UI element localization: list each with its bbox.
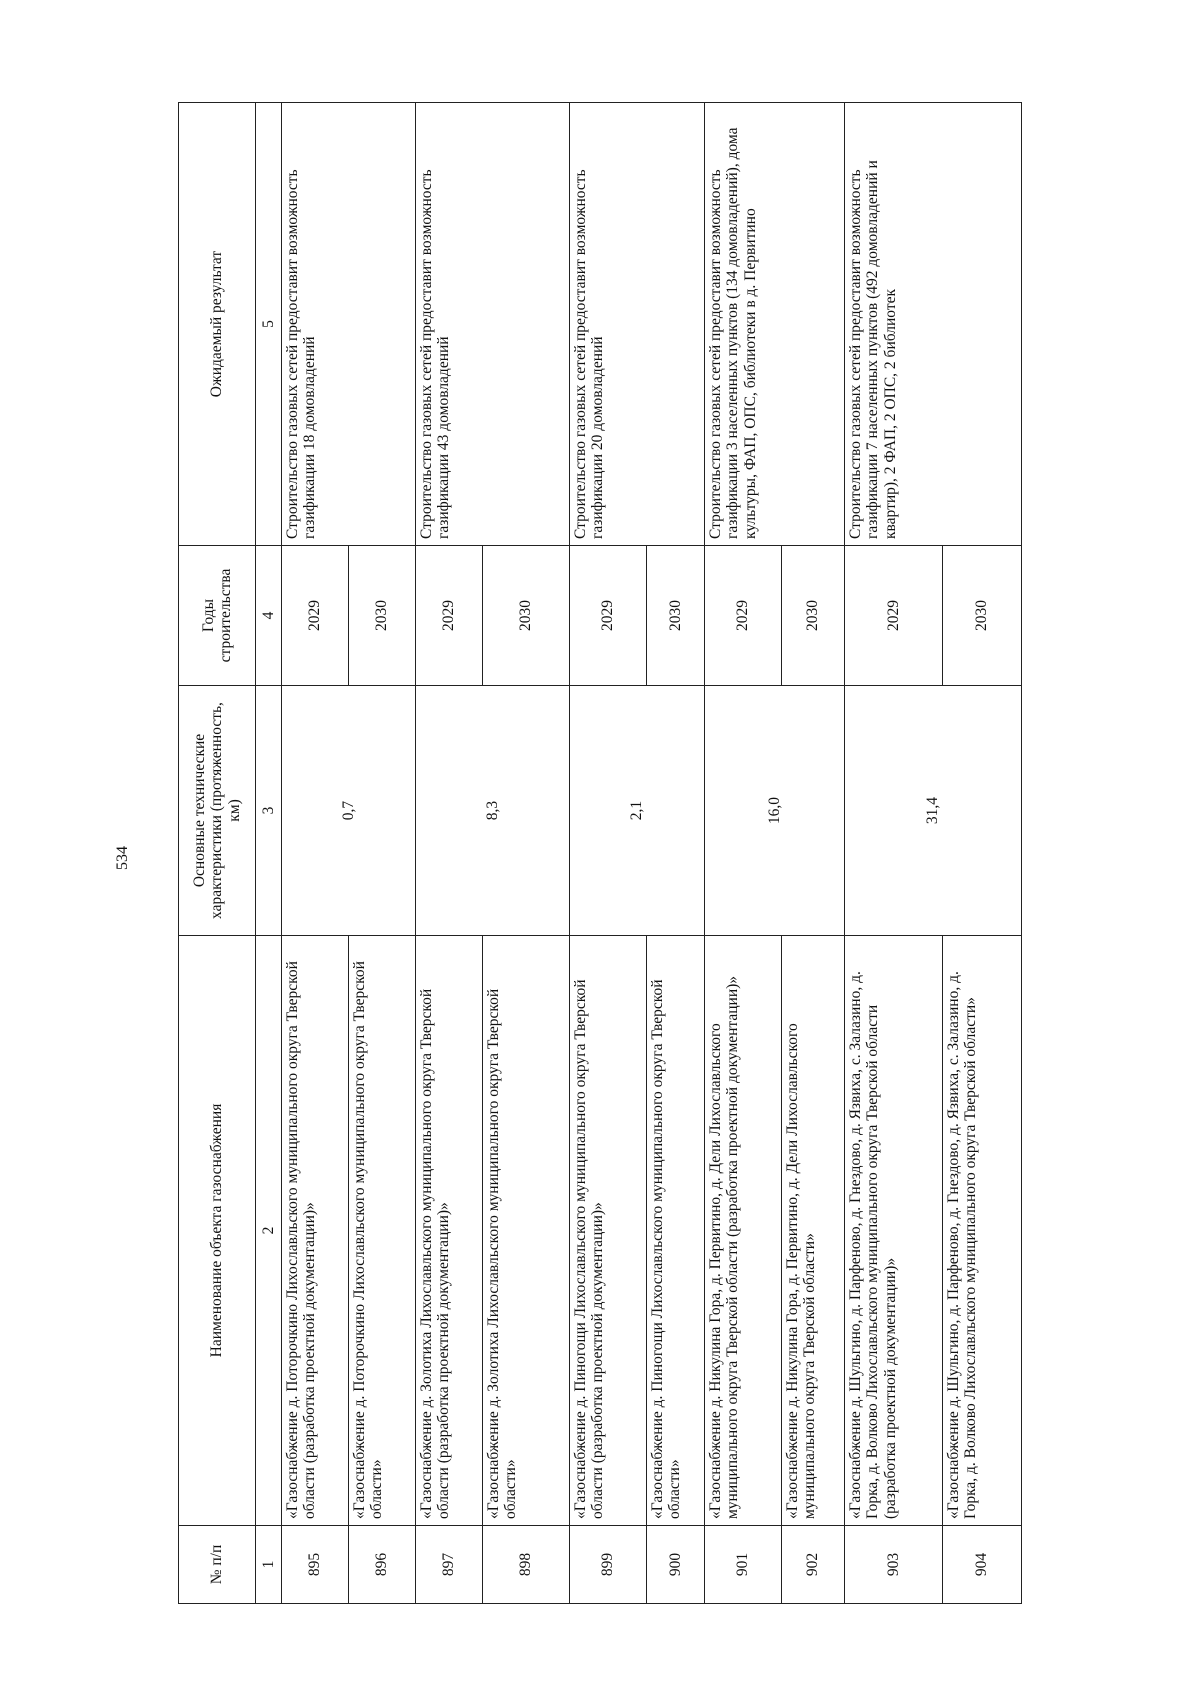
construction-year: 2029 bbox=[845, 546, 943, 686]
header-num: № п/п bbox=[179, 1526, 256, 1604]
object-name: «Газоснабжение д. Никулина Гора, д. Первитино, д. Дели Лихославльского муниципального округа Тверской области (разработка проектной документации)» bbox=[705, 936, 782, 1526]
object-name: «Газоснабжение д. Пиногощи Лихославльского муниципального округа Тверской области» bbox=[647, 936, 705, 1526]
length-value: 8,3 bbox=[416, 686, 570, 936]
column-number-row bbox=[256, 103, 282, 1604]
gas-supply-table bbox=[178, 102, 1022, 1604]
row-number: 904 bbox=[943, 1526, 1022, 1604]
object-name: «Газоснабжение д. Шульгино, д. Парфеново, д. Гнездово, д. Язвиха, с. Залазино, д. Горка, д. Волково Лихославльского муниципального округа Тверской области (разработка проектной документации)» bbox=[845, 936, 943, 1526]
length-value: 0,7 bbox=[282, 686, 416, 936]
length-value: 16,0 bbox=[705, 686, 845, 936]
object-name: «Газоснабжение д. Шульгино, д. Парфеново, д. Гнездово, д. Язвиха, с. Залазино, д. Горка, д. Волково Лихославльского муниципального округа Тверской области» bbox=[943, 936, 1022, 1526]
table-row bbox=[282, 103, 349, 1604]
header-row bbox=[179, 103, 256, 1604]
object-name: «Газоснабжение д. Пиногощи Лихославльского муниципального округа Тверской области (разработка проектной документации)» bbox=[570, 936, 647, 1526]
object-name: «Газоснабжение д. Золотиха Лихославльского муниципального округа Тверской области» bbox=[483, 936, 570, 1526]
construction-year: 2029 bbox=[416, 546, 483, 686]
column-number: 5 bbox=[256, 103, 282, 546]
construction-year: 2030 bbox=[943, 546, 1022, 686]
object-name: «Газоснабжение д. Поторочкино Лихославльского муниципального округа Тверской области» bbox=[349, 936, 416, 1526]
row-number: 899 bbox=[570, 1526, 647, 1604]
row-number: 897 bbox=[416, 1526, 483, 1604]
expected-result: Строительство газовых сетей предоставит возможность газификации 3 населенных пунктов (134 домовладений), дома культуры, ФАП, ОПС, библиотеки в д. Первитино bbox=[705, 103, 845, 546]
table-row bbox=[570, 103, 647, 1604]
object-name: «Газоснабжение д. Никулина Гора, д. Первитино, д. Дели Лихославльского муниципального округа Тверской области» bbox=[782, 936, 845, 1526]
construction-year: 2030 bbox=[483, 546, 570, 686]
length-value: 2,1 bbox=[570, 686, 705, 936]
header-result: Ожидаемый результат bbox=[179, 103, 256, 546]
construction-year: 2030 bbox=[647, 546, 705, 686]
expected-result: Строительство газовых сетей предоставит возможность газификации 18 домовладений bbox=[282, 103, 416, 546]
row-number: 898 bbox=[483, 1526, 570, 1604]
header-name: Наименование объекта газоснабжения bbox=[179, 936, 256, 1526]
row-number: 902 bbox=[782, 1526, 845, 1604]
column-number: 4 bbox=[256, 546, 282, 686]
column-number: 2 bbox=[256, 936, 282, 1526]
expected-result: Строительство газовых сетей предоставит возможность газификации 43 домовладений bbox=[416, 103, 570, 546]
length-value: 31,4 bbox=[845, 686, 1022, 936]
table-row bbox=[705, 103, 782, 1604]
column-number: 1 bbox=[256, 1526, 282, 1604]
construction-year: 2030 bbox=[782, 546, 845, 686]
expected-result: Строительство газовых сетей предоставит возможность газификации 7 населенных пунктов (492 домовладений и квартир), 2 ФАП, 2 ОПС, 2 библиотек bbox=[845, 103, 1022, 546]
construction-year: 2029 bbox=[705, 546, 782, 686]
expected-result: Строительство газовых сетей предоставит возможность газификации 20 домовладений bbox=[570, 103, 705, 546]
row-number: 901 bbox=[705, 1526, 782, 1604]
row-number: 895 bbox=[282, 1526, 349, 1604]
construction-year: 2029 bbox=[570, 546, 647, 686]
row-number: 900 bbox=[647, 1526, 705, 1604]
rotated-table-container bbox=[178, 103, 991, 1604]
row-number: 903 bbox=[845, 1526, 943, 1604]
page-number: 534 bbox=[114, 846, 131, 870]
table-row bbox=[845, 103, 943, 1604]
header-length: Основные технические характеристики (протяженность, км) bbox=[179, 686, 256, 936]
construction-year: 2030 bbox=[349, 546, 416, 686]
object-name: «Газоснабжение д. Золотиха Лихославльского муниципального округа Тверской области (разработка проектной документации)» bbox=[416, 936, 483, 1526]
table-row bbox=[416, 103, 483, 1604]
row-number: 896 bbox=[349, 1526, 416, 1604]
construction-year: 2029 bbox=[282, 546, 349, 686]
column-number: 3 bbox=[256, 686, 282, 936]
object-name: «Газоснабжение д. Поторочкино Лихославльского муниципального округа Тверской области (разработка проектной документации)» bbox=[282, 936, 349, 1526]
header-years: Годы строительства bbox=[179, 546, 256, 686]
